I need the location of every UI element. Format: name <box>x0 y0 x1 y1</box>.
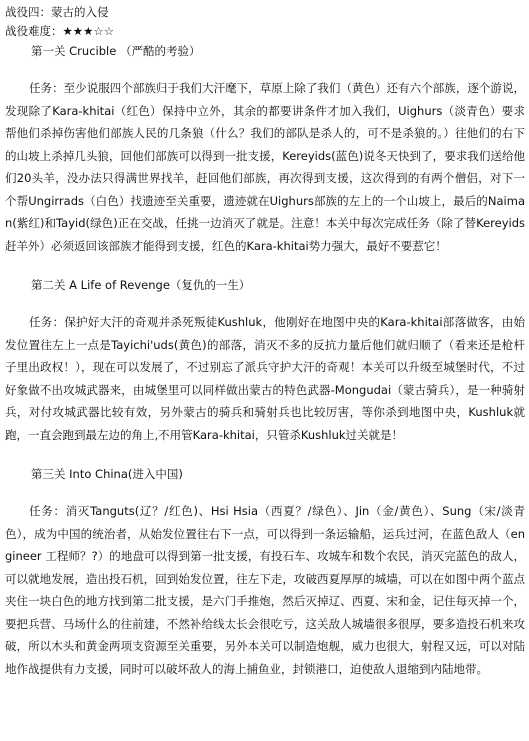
difficulty-stars: ★★★☆☆ <box>62 24 115 38</box>
spacer <box>5 257 525 275</box>
document <box>5 3 525 680</box>
difficulty-label: 战役难度： <box>5 24 63 38</box>
spacer <box>5 61 525 77</box>
campaign-title: 战役四：蒙古的入侵 <box>5 5 109 19</box>
spacer <box>5 484 525 500</box>
level-3-body: 任务：消灭Tanguts(辽？/红色)、Hsi Hsia（西夏？/绿色）、Jin（金/黄色）、Sung（宋/淡青色），成为中国的统治者，从始发位置往右下一点，可以得到一条运输船，运兵过河，在蓝色敌人（engineer 工程师？?）的地盘可以得到第一批支援，有投石车、攻城车和数个农民，消灭完蓝色的敌人，可以就地发展，造出投石机，回到始发位置，往左下走，攻破西夏厚厚的城墙，可以在如图中两个蓝点夹住一块白色的地方找到第二批支援，是六门手推炮，然后灭掉辽、西夏、宋和金，记住每灭掉一个，要把兵营、马场什么的往前建，不然补给线太长会很吃亏，这关敌人城墙很多很厚，要多造投石机来攻破，所以木头和黄金两项支资源至关重要，另外本关可以制造炮舰，威力也很大，射程又远，可以对陆地作战提供有力支援，同时可以破坏敌人的海上捕鱼业，封锁港口，迫使敌人退缩到内陆地带。 <box>5 504 525 676</box>
level-2-title: 第二关 A Life of Revenge（复仇的一生） <box>31 278 251 292</box>
level-1-body: 任务：至少说服四个部族归于我们大汗麾下，草原上除了我们（黄色）还有六个部族，逐个游说，发现除了Kara-khitai（红色）保持中立外，其余的都要讲条件才加入我们，Uighurs（淡青色）要求帮他们杀掉伤害他们部族人民的几条狼（什么？我们的部队是杀人的，可不是杀狼的。）往他们的右下的山坡上杀掉几头狼，回他们部族可以得到一批支援，Kereyids(蓝色)说冬天快到了，要求我们送给他们20头羊，没办法只得满世界找羊，赶回他们部族，再次得到支援，这次得到的有两个僧侣，对下一个帮Ungirrads（白色）找遗迹至关重要，遗迹就在Uighurs部族的左上的一个山坡上，最后的Naiman(紫红)和Tayid(绿色)正在交战，任挑一边消灭了就是。注意！本关中每次完成任务（除了替Kereyids赶羊外）必须返回该部族才能得到支援，红色的Kara-khitai势力强大，最好不要惹它！ <box>5 81 525 253</box>
spacer <box>5 295 525 311</box>
level-3-title: 第三关 Into China(进入中国) <box>31 467 183 481</box>
spacer <box>5 446 525 464</box>
difficulty-line <box>5 22 525 41</box>
level-1-title: 第一关 Crucible （严酷的考验） <box>31 44 201 58</box>
level-2-body: 任务：保护好大汗的奇观并杀死叛徒Kushluk，他刚好在地图中央的Kara-khitai部落做客，由始发位置往左上一点是Tayichi'uds(黄色)的部落，消灭不多的反抗力量后他们就归顺了（看来还是枪杆子里出政权！），现在可以发展了，不过别忘了派兵守护大汗的奇观！本关可以升级至城堡时代，不过好象做不出攻城武器来，由城堡里可以同样做出蒙古的特色武器-Mongudai（蒙古骑兵），是一种骑射兵，对付攻城武器比较有效，另外蒙古的骑兵和骑射兵也比较厉害，等你杀到地图中央，Kushluk就跑，一直会跑到最左边的角上,不用管Kara-khitai，只管杀Kushluk过关就是！ <box>5 315 525 442</box>
